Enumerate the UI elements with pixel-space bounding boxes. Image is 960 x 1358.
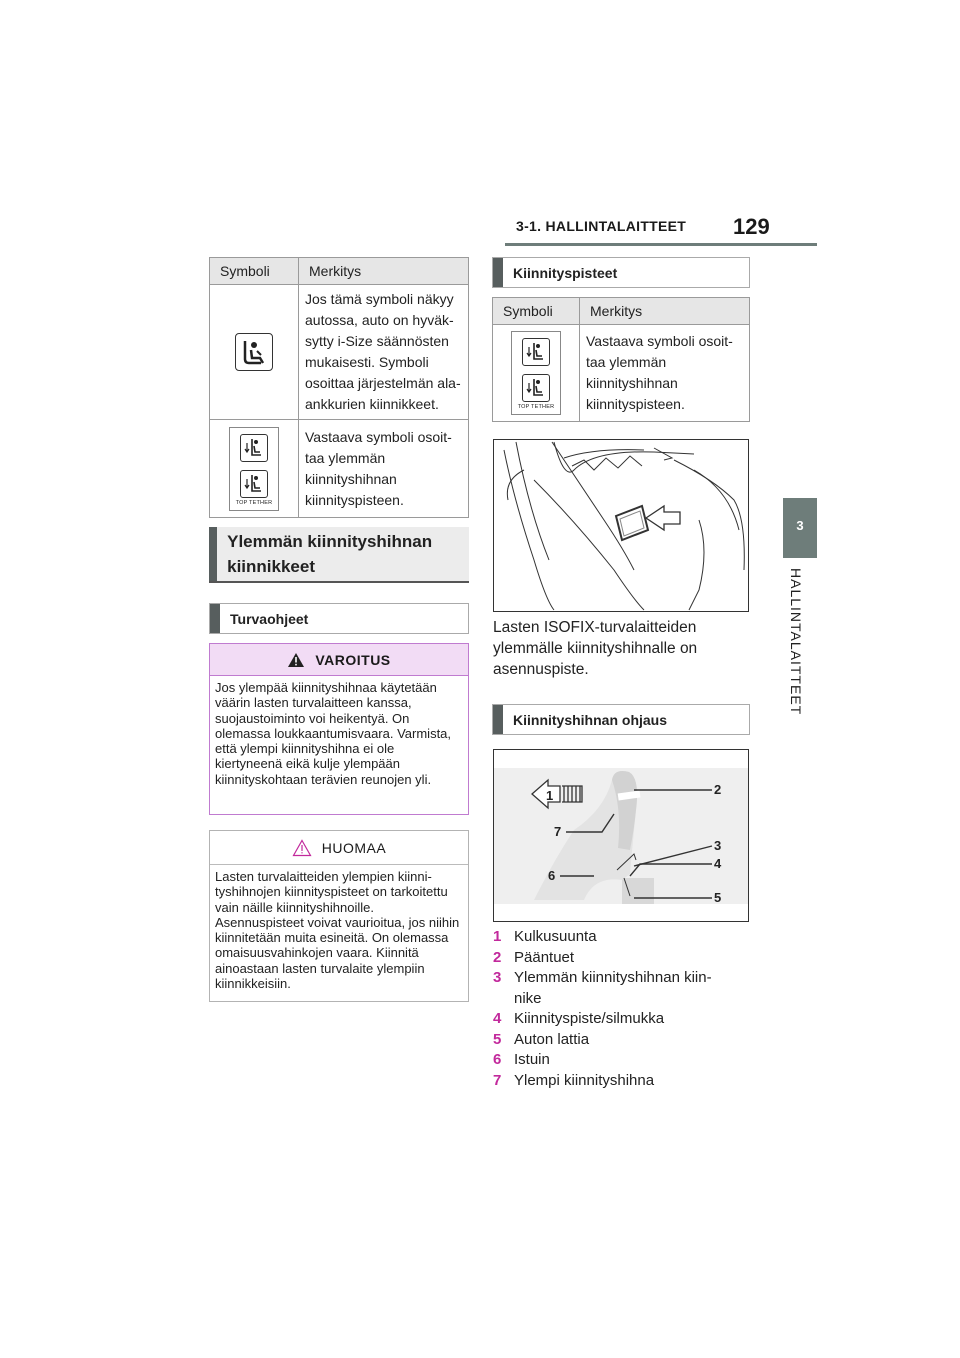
callout-5: 5 <box>714 890 722 905</box>
legend-number: 6 <box>493 1051 502 1068</box>
figure-legend <box>493 927 734 1091</box>
arrow-left-icon <box>646 506 680 530</box>
left-symbol-table <box>209 257 469 518</box>
car-interior-drawing <box>494 440 748 611</box>
legend-item <box>493 948 734 969</box>
tether-routing-illustration <box>493 749 749 922</box>
col-symbol-header: Symboli <box>493 298 580 325</box>
tether-routing-drawing <box>494 750 748 921</box>
top-tether-icon-group <box>229 427 280 511</box>
legend-item <box>493 927 734 948</box>
legend-text: Ylempi kiinnityshihna <box>514 1071 655 1089</box>
legend-number: 3 <box>493 969 502 986</box>
legend-text: Pääntuet <box>514 948 575 966</box>
tether-meaning: Vastaava symboli osoittaa ylemmän kiinnityshihnan kiinnityspisteen. <box>299 420 469 518</box>
notice-box <box>209 830 469 1002</box>
legend-text: Kiinnityspiste/silmukka <box>514 1010 665 1027</box>
isize-symbol-cell <box>210 285 299 420</box>
safety-heading <box>209 603 469 634</box>
warning-header <box>210 644 468 676</box>
anchor-cover <box>616 506 648 540</box>
legend-text: Istuin <box>514 1051 550 1068</box>
tether-symbol-cell <box>210 420 299 518</box>
heading-marker <box>209 527 217 581</box>
notice-header <box>210 831 468 865</box>
anchor-location-illustration <box>493 439 749 612</box>
warning-title: VAROITUS <box>315 651 391 668</box>
tether-meaning: Vastaava symboli osoittaa ylemmän kiinnityshihnan kiinnityspisteen. <box>580 325 750 422</box>
col-symbol-header: Symboli <box>210 258 299 285</box>
legend-item <box>493 1071 734 1092</box>
legend-number: 1 <box>493 928 502 945</box>
safety-heading-text: Turvaohjeet <box>230 610 309 627</box>
legend-item <box>493 1009 734 1030</box>
heading-marker <box>493 258 503 287</box>
routing-heading <box>492 704 750 735</box>
warning-box <box>209 643 469 815</box>
legend-text: Ylemmän kiinnityshihnan kiinnike <box>514 969 712 1007</box>
anchor-seat-icon <box>522 338 550 366</box>
callout-1: 1 <box>546 788 554 803</box>
top-tether-label: TOP TETHER <box>517 404 555 410</box>
top-tether-seat-icon <box>240 470 268 498</box>
heading-marker <box>493 705 503 734</box>
right-symbol-table <box>492 297 750 422</box>
callout-2: 2 <box>714 782 722 797</box>
chapter-label: HALLINTALAITTEET <box>788 568 804 716</box>
notice-text: Lasten turvalaitteiden ylempien kiinnityshihnojen kiinnityspisteet on tarkoitettu vain näille kiinnityshihnoille. Asennuspisteet voivat vaurioitua, jos niihin kiinnitetään muita esineitä. On olemassa omaisuusvahinkojen vaara. Kiinnitä ainoastaan lasten turvalaite ylempiin kiinnikkeisiin. <box>215 869 460 992</box>
isize-meaning: Jos tämä symboli näkyy autossa, auto on hyväksytty i-Size säännösten mukaisesti. Symboli osoittaa järjestelmän alaankkurien kiinnikkeet. <box>299 285 469 420</box>
main-heading <box>209 527 469 583</box>
heading-marker <box>210 604 220 633</box>
header-divider <box>505 243 817 246</box>
chapter-tab: 3 <box>783 498 817 558</box>
legend-number: 2 <box>493 948 502 966</box>
callout-7: 7 <box>554 824 562 839</box>
legend-text: Kulkusuunta <box>514 928 597 945</box>
warning-text: Jos ylempää kiinnityshihnaa käytetään väärin lasten turvalaitteen kanssa, suojaustoiminto voi heikentyä. On olemassa loukkaantumisvaara. Varmista, että ylempi kiinnityshihna ei ole kiertyneenä eikä kulje ylempään kiinnityskohtaan terävien reunojen yli. <box>215 680 452 787</box>
legend-text: Auton lattia <box>514 1030 590 1048</box>
legend-number: 5 <box>493 1030 502 1048</box>
points-heading <box>492 257 750 288</box>
callout-4: 4 <box>714 856 722 871</box>
legend-item <box>493 1030 734 1051</box>
callout-3: 3 <box>714 838 722 853</box>
col-meaning-header: Merkitys <box>580 298 750 325</box>
anchor-seat-icon <box>240 434 268 462</box>
col-meaning-header: Merkitys <box>299 258 469 285</box>
tether-symbol-cell <box>493 325 580 422</box>
legend-number: 7 <box>493 1071 502 1089</box>
notice-title: HUOMAA <box>321 839 387 856</box>
warning-triangle-icon <box>287 652 305 668</box>
page-number: 129 <box>733 214 770 239</box>
isize-child-seat-icon <box>235 333 273 371</box>
legend-item <box>493 968 734 1009</box>
section-title: 3-1. HALLINTALAITTEET <box>516 218 687 234</box>
top-tether-label: TOP TETHER <box>235 499 273 506</box>
callout-6: 6 <box>548 868 556 883</box>
top-tether-icon-group <box>511 331 562 415</box>
figure1-caption: Lasten ISOFIX-turvalaitteiden ylemmälle kiinnityshihnalle on asennuspiste. <box>493 619 698 678</box>
caution-triangle-icon <box>292 839 312 857</box>
routing-heading-text: Kiinnityshihnan ohjaus <box>513 711 668 728</box>
top-tether-seat-icon <box>522 374 550 402</box>
main-heading-text: Ylemmän kiinnityshihnan kiinnikkeet <box>227 532 433 576</box>
legend-item <box>493 1050 734 1071</box>
points-heading-text: Kiinnityspisteet <box>513 264 618 281</box>
legend-number: 4 <box>493 1010 502 1027</box>
